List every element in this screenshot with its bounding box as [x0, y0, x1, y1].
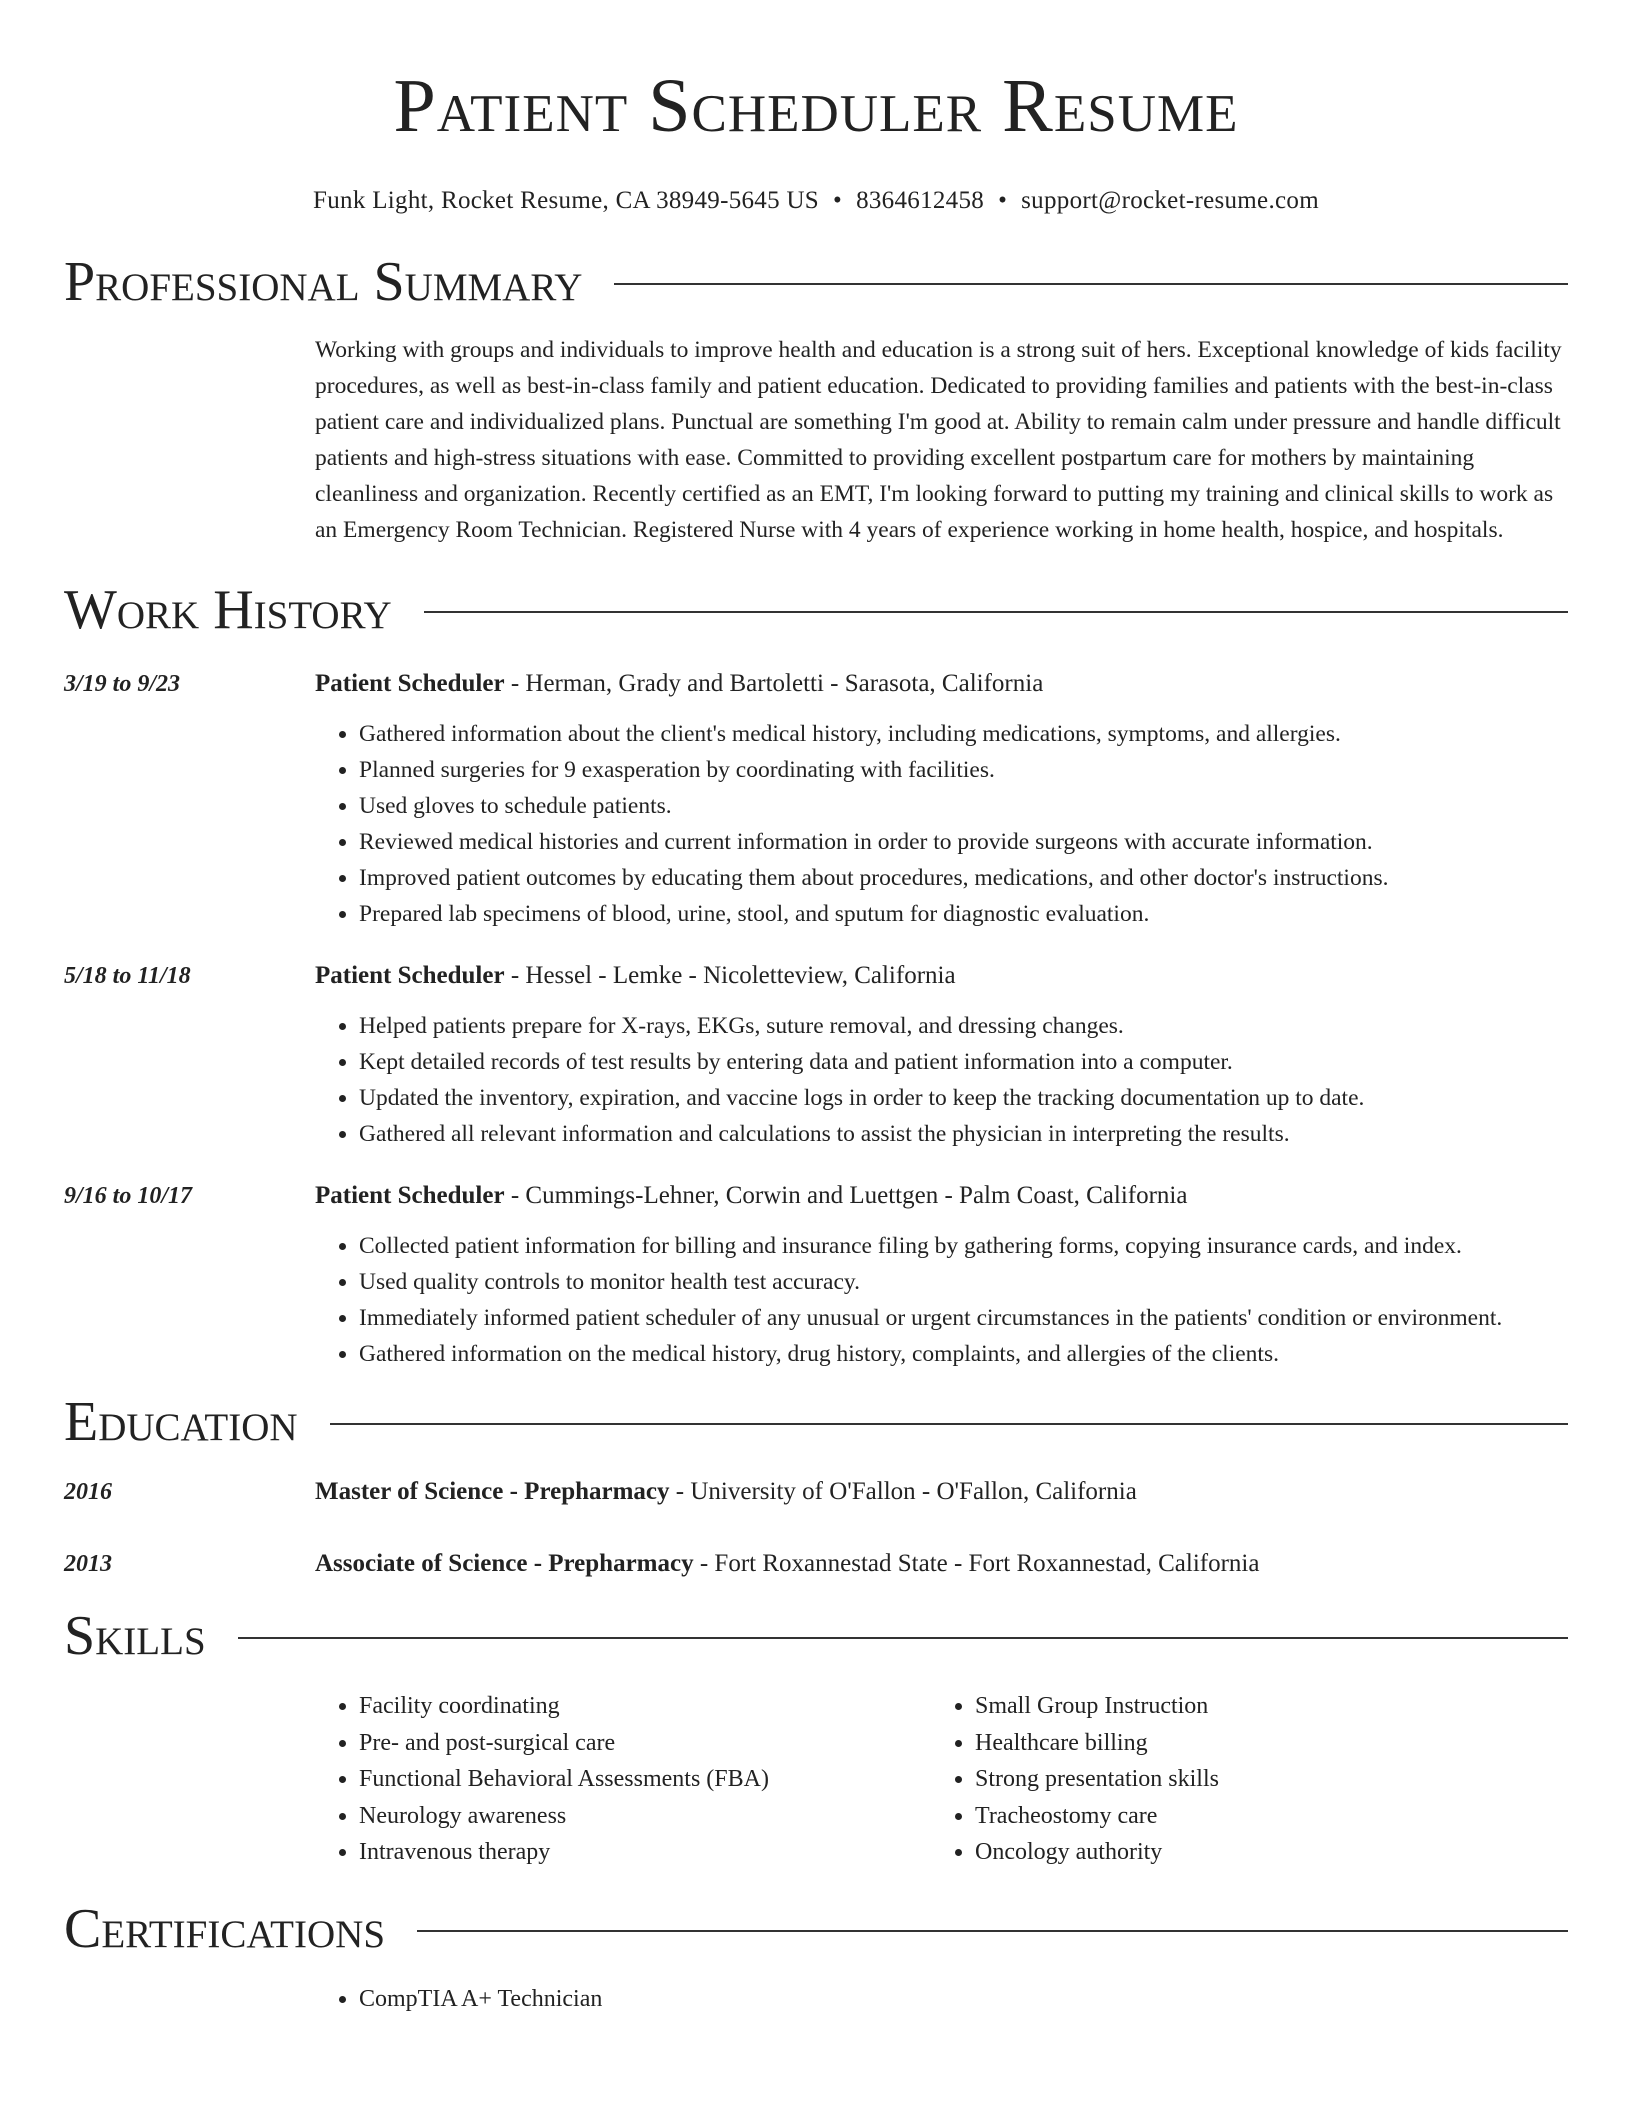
skill-item: • Facility coordinating: [359, 1688, 931, 1725]
job-duty-item: • Gathered information about the client's medical history, including medications, symptoms, and allergies.: [359, 716, 1568, 752]
work-entry-body: [315, 1178, 1568, 1372]
contact-phone: 8364612458: [856, 187, 985, 214]
certification-item: • CompTIA A+ Technician: [359, 1981, 1568, 2017]
job-duties-list: [315, 716, 1568, 932]
skills-list-left: [315, 1688, 931, 1871]
summary-text: Working with groups and individuals to improve health and education is a strong suit of hers. Exceptional knowledge of kids facility procedures, as well as best-in-class family and patient education. Dedicated to providing families and patients with the best-in-class patient care and individualized plans. Punctual are something I'm good at. Ability to remain calm under pressure and handle difficult patients and high-stress situations with ease. Committed to providing excellent postpartum care for mothers by maintaining cleanliness and organization. Recently certified as an EMT, I'm looking forward to putting my training and clinical skills to work as an Emergency Room Technician. Registered Nurse with 4 years of experience working in home health, hospice, and hospitals.: [315, 337, 1562, 543]
work-section-header: [64, 576, 1568, 644]
education-list: [64, 1474, 1568, 1582]
job-duty-item: • Gathered information on the medical history, drug history, complaints, and allergies of the clients.: [359, 1336, 1568, 1372]
skill-item: • Tracheostomy care: [975, 1798, 1547, 1835]
education-school: - Fort Roxannestad State - Fort Roxannestad, California: [693, 1550, 1260, 1577]
job-duty-item: • Planned surgeries for 9 exasperation by coordinating with facilities.: [359, 752, 1568, 788]
resume-title: Patient Scheduler Resume: [393, 64, 1239, 148]
work-headline: [315, 958, 1568, 994]
job-duty-item: • Collected patient information for billing and insurance filing by gathering forms, copying insurance cards, and index.: [359, 1228, 1568, 1264]
certifications-heading: Certifications: [64, 1897, 386, 1960]
work-dates: 5/18 to 11/18: [64, 963, 191, 989]
education-entry: [64, 1474, 1568, 1510]
skills-section-header: [64, 1602, 1568, 1670]
education-degree: Associate of Science - Prepharmacy: [315, 1550, 694, 1577]
education-year: 2016: [64, 1479, 112, 1505]
job-company-location: - Hessel - Lemke - Nicoletteview, California: [504, 962, 956, 989]
job-duty-item: • Reviewed medical histories and current information in order to provide surgeons with accurate information.: [359, 824, 1568, 860]
work-entry-body: [315, 666, 1568, 932]
job-duty-item: • Improved patient outcomes by educating them about procedures, medications, and other doctor's instructions.: [359, 860, 1568, 896]
job-company-location: - Cummings-Lehner, Corwin and Luettgen - Palm Coast, California: [504, 1182, 1188, 1209]
section-divider: [614, 283, 1568, 285]
work-dates: 9/16 to 10/17: [64, 1183, 193, 1209]
education-school: - University of O'Fallon - O'Fallon, California: [669, 1478, 1137, 1505]
contact-line: [64, 184, 1568, 218]
work-entry-body: [315, 958, 1568, 1152]
skill-item: • Intravenous therapy: [359, 1834, 931, 1871]
job-duty-item: • Updated the inventory, expiration, and vaccine logs in order to keep the tracking documentation up to date.: [359, 1080, 1568, 1116]
contact-email[interactable]: support@rocket-resume.com: [1021, 187, 1319, 214]
skills-column-left: [315, 1688, 931, 1871]
education-headline: [315, 1546, 1568, 1582]
summary-heading: Professional Summary: [64, 251, 583, 313]
summary-section-header: [64, 248, 1568, 316]
contact-separator: •: [833, 187, 843, 214]
skill-item: • Oncology authority: [975, 1834, 1547, 1871]
job-duty-item: • Kept detailed records of test results by entering data and patient information into a computer.: [359, 1044, 1568, 1080]
job-duty-item: • Prepared lab specimens of blood, urine, stool, and sputum for diagnostic evaluation.: [359, 896, 1568, 932]
work-headline: [315, 1178, 1568, 1214]
job-duty-item: • Used quality controls to monitor health test accuracy.: [359, 1264, 1568, 1300]
education-headline: [315, 1474, 1568, 1510]
work-history-list: [64, 666, 1568, 1372]
education-year: 2013: [64, 1551, 112, 1577]
section-divider: [417, 1930, 1568, 1932]
education-entry: [64, 1546, 1568, 1582]
certifications-list: [315, 1981, 1568, 2017]
job-role: Patient Scheduler: [315, 962, 505, 989]
skill-item: • Strong presentation skills: [975, 1761, 1547, 1798]
skill-item: • Neurology awareness: [359, 1798, 931, 1835]
contact-separator: •: [998, 187, 1008, 214]
education-entry-body: [315, 1546, 1568, 1582]
skills-heading: Skills: [64, 1605, 206, 1667]
work-entry: [64, 1178, 1568, 1372]
work-heading: Work History: [64, 579, 392, 641]
job-role: Patient Scheduler: [315, 670, 505, 697]
work-entry: [64, 666, 1568, 932]
job-duties-list: [315, 1228, 1568, 1372]
section-divider: [330, 1423, 1568, 1425]
certifications-section-header: [64, 1895, 1568, 1963]
work-entry: [64, 958, 1568, 1152]
job-duties-list: [315, 1008, 1568, 1152]
skills-column-right: [931, 1688, 1547, 1871]
work-dates: 3/19 to 9/23: [64, 671, 181, 697]
job-duty-item: • Helped patients prepare for X-rays, EKGs, suture removal, and dressing changes.: [359, 1008, 1568, 1044]
job-duty-item: • Used gloves to schedule patients.: [359, 788, 1568, 824]
education-section-header: [64, 1388, 1568, 1456]
skills-list-right: [931, 1688, 1547, 1871]
job-role: Patient Scheduler: [315, 1182, 505, 1209]
skill-item: • Pre- and post-surgical care: [359, 1725, 931, 1762]
skills-columns: [315, 1688, 1568, 1871]
job-duty-item: • Immediately informed patient scheduler of any unusual or urgent circumstances in the patients' condition or environment.: [359, 1300, 1568, 1336]
certifications-list-wrap: [315, 1981, 1568, 2017]
section-divider: [238, 1637, 1568, 1639]
work-headline: [315, 666, 1568, 702]
job-company-location: - Herman, Grady and Bartoletti - Sarasota, California: [504, 670, 1044, 697]
education-heading: Education: [64, 1391, 298, 1453]
education-degree: Master of Science - Prepharmacy: [315, 1478, 670, 1505]
section-divider: [424, 611, 1568, 613]
skill-item: • Healthcare billing: [975, 1725, 1547, 1762]
contact-address: Funk Light, Rocket Resume, CA 38949-5645 US: [313, 187, 820, 214]
skill-item: • Small Group Instruction: [975, 1688, 1547, 1725]
resume-page: [64, 0, 1568, 2017]
skill-item: • Functional Behavioral Assessments (FBA): [359, 1761, 931, 1798]
job-duty-item: • Gathered all relevant information and calculations to assist the physician in interpreting the results.: [359, 1116, 1568, 1152]
education-entry-body: [315, 1474, 1568, 1510]
